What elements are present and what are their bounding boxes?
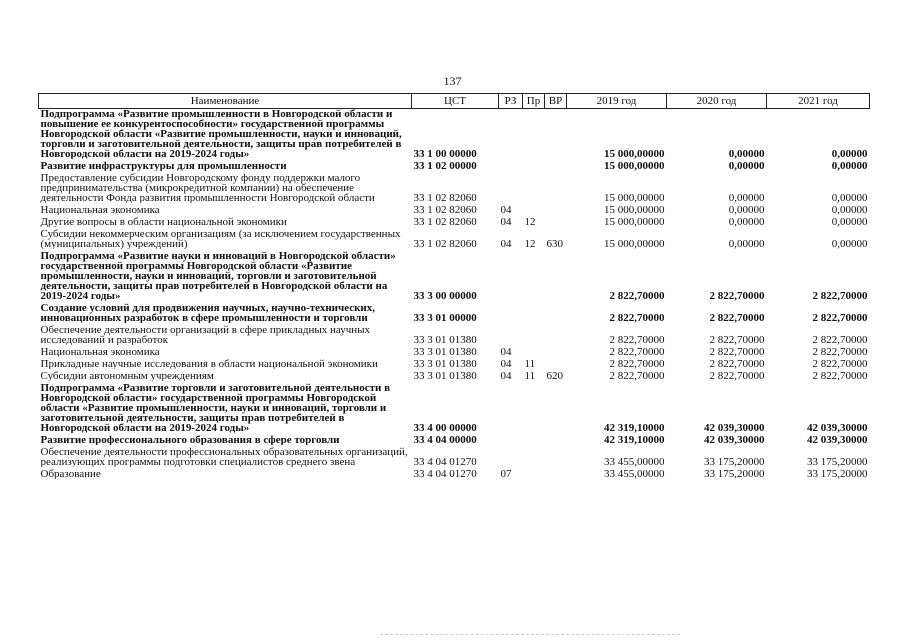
scan-edge-artifact [380, 634, 680, 637]
table-row [39, 171, 870, 203]
row-cst: 33 1 02 82060 [413, 192, 477, 203]
table-row [39, 381, 870, 433]
row-value-2021: 0,00000 [831, 238, 868, 249]
row-pr: 11 [524, 370, 536, 381]
row-vr [545, 301, 567, 323]
row-rz [499, 381, 523, 433]
row-value-2020: 33 175,20000 [704, 456, 765, 467]
row-cst: 33 1 02 82060 [413, 216, 477, 227]
row-value-2021: 2 822,70000 [812, 358, 868, 369]
row-value-2020: 2 822,70000 [709, 290, 765, 301]
row-value-2020: 42 039,30000 [704, 434, 765, 445]
row-pr [523, 323, 545, 345]
row-cst: 33 3 01 01380 [413, 358, 477, 369]
row-value-2021: 0,00000 [831, 160, 868, 171]
table-row [39, 301, 870, 323]
row-value-2021: 2 822,70000 [812, 346, 868, 357]
row-cst: 33 4 00 00000 [413, 422, 477, 433]
row-value-2019: 42 319,10000 [604, 422, 665, 433]
table-row [39, 323, 870, 345]
row-pr [523, 467, 545, 479]
row-cst: 33 1 00 00000 [413, 148, 477, 159]
row-rz [499, 159, 523, 171]
table-row [39, 215, 870, 227]
row-value-2020: 42 039,30000 [704, 422, 765, 433]
column-header-cst: ЦСТ [412, 94, 499, 109]
row-value-2021: 33 175,20000 [807, 456, 868, 467]
row-value-2021: 42 039,30000 [807, 434, 868, 445]
row-name: Субсидии автономным учреждениям [40, 370, 214, 381]
row-pr [523, 433, 545, 445]
row-name: Прикладные научные исследования в области национальной экономики [40, 358, 378, 369]
table-row [39, 445, 870, 467]
row-vr [545, 171, 567, 203]
row-value-2020: 2 822,70000 [709, 334, 765, 345]
row-rz: 04 [500, 346, 512, 357]
row-name: Развитие профессионального образования в сфере торговли [40, 434, 340, 445]
row-cst: 33 4 04 00000 [413, 434, 477, 445]
row-rz: 04 [500, 358, 512, 369]
row-name: Образование [40, 468, 101, 479]
row-vr [545, 109, 567, 160]
budget-table [38, 93, 870, 479]
row-value-2020: 2 822,70000 [709, 346, 765, 357]
row-name: Подпрограмма «Развитие торговли и заготовительной деятельности в Новгородской области» государственной программы Новгородской области «Развитие промышленности, науки и инноваций, торговли и заготовительной деятельности, защиты прав потребителей в Новгородской области на 2019-2024 годы» [40, 382, 391, 433]
row-value-2020: 2 822,70000 [709, 312, 765, 323]
row-value-2019: 2 822,70000 [609, 334, 665, 345]
row-cst: 33 1 02 00000 [413, 160, 477, 171]
table-row [39, 369, 870, 381]
row-rz: 04 [500, 370, 512, 381]
row-value-2019: 33 455,00000 [604, 456, 665, 467]
page-number: 137 [443, 74, 462, 88]
row-pr [523, 249, 545, 301]
row-vr [545, 215, 567, 227]
row-pr [523, 381, 545, 433]
row-value-2019: 15 000,00000 [604, 192, 665, 203]
row-pr [523, 171, 545, 203]
column-header-pr: Пр [523, 94, 545, 109]
row-vr: 620 [546, 370, 563, 381]
row-value-2020: 0,00000 [728, 216, 765, 227]
row-rz: 04 [500, 216, 512, 227]
row-name: Другие вопросы в области национальной экономики [40, 216, 287, 227]
row-pr [523, 445, 545, 467]
row-vr [545, 249, 567, 301]
table-row [39, 227, 870, 249]
row-name: Национальная экономика [40, 346, 160, 357]
row-pr [523, 301, 545, 323]
row-value-2021: 42 039,30000 [807, 422, 868, 433]
row-value-2019: 15 000,00000 [604, 204, 665, 215]
row-value-2021: 2 822,70000 [812, 312, 868, 323]
row-value-2020: 2 822,70000 [709, 358, 765, 369]
row-rz [499, 171, 523, 203]
table-row [39, 467, 870, 479]
table-row [39, 203, 870, 215]
row-name: Обеспечение деятельности организаций в сфере прикладных научных исследований и разработок [40, 324, 371, 345]
table-row [39, 357, 870, 369]
row-value-2019: 2 822,70000 [609, 290, 665, 301]
row-vr [545, 357, 567, 369]
row-cst: 33 3 01 00000 [413, 312, 477, 323]
row-cst: 33 4 04 01270 [413, 456, 477, 467]
row-vr [545, 433, 567, 445]
row-rz [499, 249, 523, 301]
row-rz [499, 323, 523, 345]
row-value-2020: 0,00000 [728, 192, 765, 203]
row-value-2020: 0,00000 [728, 160, 765, 171]
row-value-2019: 33 455,00000 [604, 468, 665, 479]
row-value-2021: 2 822,70000 [812, 290, 868, 301]
row-value-2019: 2 822,70000 [609, 346, 665, 357]
row-cst: 33 3 01 01380 [413, 346, 477, 357]
table-row [39, 249, 870, 301]
row-value-2020: 0,00000 [728, 238, 765, 249]
row-value-2020: 0,00000 [728, 204, 765, 215]
row-cst: 33 1 02 82060 [413, 238, 477, 249]
row-pr: 12 [524, 238, 536, 249]
column-header-2021: 2021 год [767, 94, 870, 109]
row-value-2019: 15 000,00000 [604, 216, 665, 227]
row-name: Развитие инфраструктуры для промышленности [40, 160, 287, 171]
table-row [39, 345, 870, 357]
table-row [39, 159, 870, 171]
row-value-2020: 33 175,20000 [704, 468, 765, 479]
row-pr: 11 [524, 358, 536, 369]
column-header-vr: ВР [545, 94, 567, 109]
row-pr [523, 159, 545, 171]
row-value-2021: 33 175,20000 [807, 468, 868, 479]
row-value-2019: 2 822,70000 [609, 370, 665, 381]
row-cst: 33 3 01 01380 [413, 370, 477, 381]
row-vr [545, 445, 567, 467]
row-value-2021: 0,00000 [831, 216, 868, 227]
row-name: Национальная экономика [40, 204, 160, 215]
row-value-2021: 2 822,70000 [812, 334, 868, 345]
table-row [39, 109, 870, 160]
row-value-2020: 0,00000 [728, 148, 765, 159]
row-vr [545, 203, 567, 215]
row-cst: 33 3 00 00000 [413, 290, 477, 301]
column-header-name: Наименование [39, 94, 412, 109]
row-pr: 12 [524, 216, 536, 227]
row-name: Предоставление субсидии Новгородскому фонду поддержки малого предпринимательства (микрокредитной компании) на обеспечение деятельности Фонда развития промышленности Новгородской области [40, 172, 375, 203]
row-name: Обеспечение деятельности профессиональных образовательных организаций, реализующих программы подготовки специалистов среднего звена [40, 446, 408, 467]
row-name: Подпрограмма «Развитие науки и инноваций в Новгородской области» государственной программы Новгородской области «Развитие промышленности, науки и инноваций, торговли и заготовительной деятельности, защиты прав потребителей в Новгородской области на 2019-2024 годы» [40, 250, 396, 301]
table-body [39, 109, 870, 480]
row-value-2019: 2 822,70000 [609, 358, 665, 369]
row-cst: 33 1 02 82060 [413, 204, 477, 215]
row-rz [499, 445, 523, 467]
row-value-2019: 15 000,00000 [604, 148, 665, 159]
row-vr [545, 159, 567, 171]
row-rz [499, 433, 523, 445]
row-rz: 04 [500, 204, 512, 215]
row-pr [523, 203, 545, 215]
row-vr [545, 381, 567, 433]
row-rz [499, 109, 523, 160]
row-value-2021: 0,00000 [831, 192, 868, 203]
row-value-2021: 0,00000 [831, 148, 868, 159]
table-row [39, 433, 870, 445]
row-value-2019: 42 319,10000 [604, 434, 665, 445]
table-header-row [39, 94, 870, 109]
row-vr [545, 345, 567, 357]
row-pr [523, 345, 545, 357]
row-pr [523, 109, 545, 160]
row-vr [545, 467, 567, 479]
row-name: Субсидии некоммерческим организациям (за исключением государственных (муниципальных) учреждений) [40, 228, 401, 249]
row-vr: 630 [546, 238, 563, 249]
row-vr [545, 323, 567, 345]
row-rz: 04 [500, 238, 512, 249]
row-name: Создание условий для продвижения научных, научно-технических, инновационных разработок в сфере промышленности и торговли [40, 302, 376, 323]
row-rz [499, 301, 523, 323]
column-header-rz: РЗ [499, 94, 523, 109]
column-header-2020: 2020 год [667, 94, 767, 109]
row-name: Подпрограмма «Развитие промышленности в Новгородской области и повышение ее конкурентоспособности» государственной программы Новгородской области «Развитие промышленности, науки и инноваций, торговли и заготовительной деятельности, защиты прав потребителей в Новгородской области на 2019-2024 годы» [40, 108, 402, 159]
row-rz: 07 [500, 468, 512, 479]
row-value-2020: 2 822,70000 [709, 370, 765, 381]
row-value-2019: 15 000,00000 [604, 238, 665, 249]
row-value-2019: 15 000,00000 [604, 160, 665, 171]
column-header-2019: 2019 год [567, 94, 667, 109]
row-value-2021: 0,00000 [831, 204, 868, 215]
row-value-2019: 2 822,70000 [609, 312, 665, 323]
row-cst: 33 4 04 01270 [413, 468, 477, 479]
row-value-2021: 2 822,70000 [812, 370, 868, 381]
row-cst: 33 3 01 01380 [413, 334, 477, 345]
